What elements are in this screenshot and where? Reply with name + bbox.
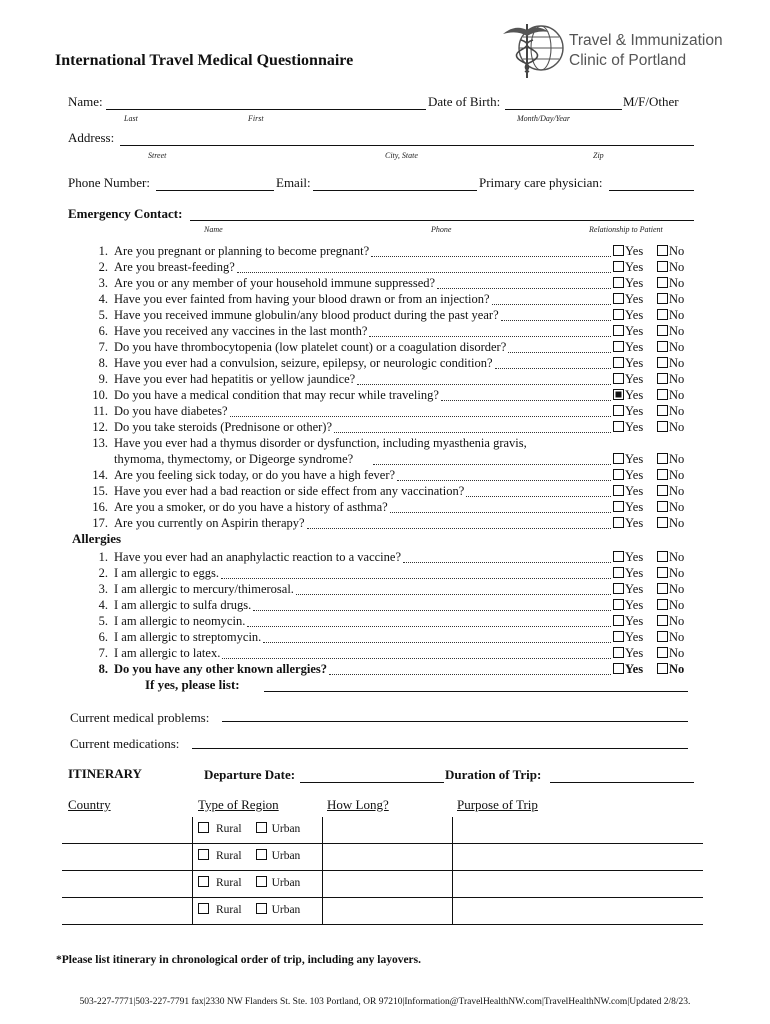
leader-dots — [390, 512, 611, 513]
question-number: 1. — [98, 550, 108, 564]
checkbox-icon — [613, 357, 624, 368]
question-number: 15. — [92, 484, 108, 498]
table-rule — [62, 897, 703, 898]
yes-checkbox[interactable]: Yes — [613, 597, 643, 613]
name-field[interactable] — [106, 109, 426, 110]
checkbox-icon — [613, 517, 624, 528]
question-text: Do you have diabetes? — [114, 404, 228, 418]
address-field[interactable] — [120, 145, 694, 146]
no-checkbox[interactable]: No — [657, 259, 684, 275]
question-row — [86, 499, 696, 515]
checkbox-icon — [613, 261, 624, 272]
medical-problems-label: Current medical problems: — [70, 710, 210, 725]
yes-checkbox[interactable]: Yes — [613, 483, 643, 499]
question-text: Have you ever had a bad reaction or side effect from any vaccination? — [114, 484, 465, 498]
no-checkbox[interactable]: No — [657, 275, 684, 291]
no-checkbox[interactable]: No — [657, 483, 684, 499]
allergy-list-field[interactable] — [264, 691, 688, 692]
question-number: 6. — [98, 324, 108, 338]
pcp-field[interactable] — [609, 190, 694, 191]
question-number: 4. — [98, 598, 108, 612]
checkbox-icon — [613, 501, 624, 512]
checkbox-icon — [613, 485, 624, 496]
col-how-long: How Long? — [327, 797, 389, 812]
email-label: Email: — [276, 175, 311, 190]
question-text-line2: thymoma, thymectomy, or Digeorge syndrome? — [114, 452, 354, 466]
question-13 — [86, 435, 696, 451]
checkbox-icon — [613, 341, 624, 352]
checkbox-icon — [198, 849, 209, 860]
yes-checkbox[interactable]: Yes — [613, 339, 643, 355]
no-checkbox[interactable]: No — [657, 515, 684, 531]
dob-format-hint: Month/Day/Year — [517, 114, 571, 123]
checkbox-icon — [613, 663, 624, 674]
checkbox-icon — [613, 389, 624, 400]
form-title: International Travel Medical Questionnaire — [55, 52, 354, 69]
no-checkbox[interactable]: No — [657, 307, 684, 323]
no-checkbox[interactable]: No — [657, 467, 684, 483]
urban-checkbox[interactable]: Urban — [256, 904, 301, 916]
checkbox-icon — [657, 615, 668, 626]
checkbox-icon — [657, 485, 668, 496]
question-text: Do you have thrombocytopenia (low platelet count) or a coagulation disorder? — [114, 340, 507, 354]
question-number: 14. — [92, 468, 108, 482]
question-number: 5. — [98, 614, 108, 628]
table-rule — [62, 924, 703, 925]
phone-label: Phone Number: — [68, 175, 150, 190]
question-number: 2. — [98, 566, 108, 580]
checkbox-icon — [613, 615, 624, 626]
no-checkbox[interactable]: No — [657, 355, 684, 371]
ec-phone-hint: Phone — [431, 225, 452, 234]
question-number: 17. — [92, 516, 108, 530]
yes-checkbox[interactable]: Yes — [613, 259, 643, 275]
question-row — [86, 355, 696, 371]
leader-dots — [253, 610, 611, 611]
yes-checkbox[interactable]: Yes — [613, 371, 643, 387]
yes-checkbox[interactable]: Yes — [613, 403, 643, 419]
no-checkbox[interactable]: No — [657, 499, 684, 515]
checkbox-icon — [256, 876, 267, 887]
leader-dots — [508, 352, 611, 353]
leader-dots — [221, 578, 611, 579]
question-text: I am allergic to neomycin. — [114, 614, 246, 628]
question-row — [86, 597, 696, 613]
table-divider — [452, 817, 453, 925]
medications-field[interactable] — [192, 748, 688, 749]
question-number: 9. — [98, 372, 108, 386]
checkbox-icon — [657, 517, 668, 528]
leader-dots — [397, 480, 611, 481]
no-checkbox[interactable]: No — [657, 629, 684, 645]
checkbox-icon — [613, 551, 624, 562]
region-type-choice — [198, 849, 300, 862]
checkbox-icon — [657, 583, 668, 594]
question-row — [86, 339, 696, 355]
yes-checkbox[interactable]: Yes — [613, 613, 643, 629]
last-name-hint: Last — [124, 114, 138, 123]
no-checkbox[interactable]: No — [657, 597, 684, 613]
question-row — [86, 419, 696, 435]
question-number: 13. — [92, 436, 108, 450]
checkbox-icon — [657, 469, 668, 480]
question-row — [86, 275, 696, 291]
question-text: Are you pregnant or planning to become pregnant? — [114, 244, 370, 258]
checkbox-icon — [613, 567, 624, 578]
itinerary-note: *Please list itinerary in chronological order of trip, including any layovers. — [56, 954, 422, 966]
no-checkbox[interactable]: No — [657, 549, 684, 565]
leader-dots — [307, 528, 611, 529]
checkbox-icon — [256, 849, 267, 860]
ec-relationship-hint: Relationship to Patient — [589, 225, 663, 234]
rural-checkbox[interactable]: Rural — [198, 850, 242, 862]
checkbox-icon — [613, 325, 624, 336]
question-text: Are you or any member of your household immune suppressed? — [114, 276, 436, 290]
leader-dots — [222, 658, 611, 659]
no-checkbox[interactable]: No — [657, 243, 684, 259]
question-row — [86, 403, 696, 419]
question-text: Are you breast-feeding? — [114, 260, 235, 274]
yes-checkbox[interactable]: Yes — [613, 629, 643, 645]
leader-dots — [237, 272, 611, 273]
question-row — [86, 467, 696, 483]
yes-checkbox[interactable]: Yes — [613, 419, 643, 435]
no-checkbox[interactable]: No — [657, 371, 684, 387]
leader-dots — [263, 642, 611, 643]
checkbox-icon — [657, 663, 668, 674]
table-rule — [62, 843, 703, 844]
leader-dots — [247, 626, 611, 627]
question-text: Have you ever had hepatitis or yellow jaundice? — [114, 372, 356, 386]
checkbox-icon — [657, 245, 668, 256]
checkbox-icon — [657, 567, 668, 578]
question-row — [86, 613, 696, 629]
no-checkbox[interactable]: No — [657, 613, 684, 629]
question-row — [86, 483, 696, 499]
question-row — [86, 323, 696, 339]
question-text: I am allergic to sulfa drugs. — [114, 598, 252, 612]
table-divider — [192, 817, 193, 925]
question-number: 3. — [98, 582, 108, 596]
question-row — [86, 549, 696, 565]
address-label: Address: — [68, 130, 115, 145]
leader-dots — [371, 256, 611, 257]
no-checkbox[interactable]: No — [657, 451, 684, 467]
sex-label[interactable]: M/F/Other — [623, 94, 679, 109]
no-checkbox[interactable]: No — [657, 291, 684, 307]
yes-checkbox[interactable]: Yes — [613, 275, 643, 291]
checkbox-icon — [613, 421, 624, 432]
question-text-line1: Have you ever had a thymus disorder or dysfunction, including myasthenia gravis, — [114, 436, 527, 450]
question-row — [86, 291, 696, 307]
urban-checkbox[interactable]: Urban — [256, 850, 301, 862]
checkbox-icon — [613, 373, 624, 384]
question-text: Have you received immune globulin/any blood product during the past year? — [114, 308, 499, 322]
question-number: 1. — [98, 244, 108, 258]
question-number: 4. — [98, 292, 108, 306]
departure-date-label: Departure Date: — [204, 767, 296, 782]
question-text: I am allergic to mercury/thimerosal. — [114, 582, 294, 596]
table-divider — [322, 817, 323, 925]
checkbox-icon — [613, 631, 624, 642]
question-number: 10. — [92, 388, 108, 402]
region-type-choice — [198, 903, 300, 916]
question-text: Are you a smoker, or do you have a history of asthma? — [114, 500, 388, 514]
email-field[interactable] — [313, 190, 477, 191]
question-text: I am allergic to eggs. — [114, 566, 219, 580]
checkbox-icon — [657, 551, 668, 562]
first-name-hint: First — [248, 114, 264, 123]
leader-dots — [495, 368, 611, 369]
no-checkbox[interactable]: No — [657, 661, 684, 677]
checkbox-icon — [613, 293, 624, 304]
question-number: 8. — [98, 356, 108, 370]
checkbox-icon — [613, 309, 624, 320]
footer-contact: 503-227-7771|503-227-7791 fax|2330 NW Flanders St. Ste. 103 Portland, OR 97210|Information@TravelHealthNW.com|TravelHealthNW.com|Updated 2/8/23. — [79, 997, 691, 1007]
leader-dots — [373, 464, 611, 465]
checkbox-icon — [613, 647, 624, 658]
yes-checkbox[interactable]: Yes — [613, 291, 643, 307]
col-purpose: Purpose of Trip — [457, 797, 538, 812]
question-text: Do you take steroids (Prednisone or other)? — [114, 420, 332, 434]
medical-problems-field[interactable] — [222, 721, 688, 722]
question-number: 5. — [98, 308, 108, 322]
question-row — [86, 243, 696, 259]
leader-dots — [357, 384, 611, 385]
leader-dots — [296, 594, 611, 595]
clinic-name-line1: Travel & Immunization — [569, 32, 723, 49]
question-number: 6. — [98, 630, 108, 644]
yes-checkbox[interactable]: Yes — [613, 451, 643, 467]
checkbox-icon — [198, 876, 209, 887]
question-row — [86, 581, 696, 597]
leader-dots — [492, 304, 611, 305]
yes-checkbox[interactable]: Yes — [613, 581, 643, 597]
leader-dots — [329, 674, 611, 675]
col-region-type: Type of Region — [198, 797, 279, 812]
no-checkbox[interactable]: No — [657, 387, 684, 403]
col-country: Country — [68, 797, 111, 812]
leader-dots — [230, 416, 611, 417]
trip-duration-label: Duration of Trip: — [445, 767, 542, 782]
question-text: Are you currently on Aspirin therapy? — [114, 516, 305, 530]
region-type-choice — [198, 822, 300, 835]
question-row — [86, 371, 696, 387]
checkbox-icon — [657, 405, 668, 416]
zip-hint: Zip — [593, 151, 604, 160]
leader-dots — [334, 432, 611, 433]
question-number: 8. — [98, 662, 108, 676]
question-row — [86, 565, 696, 581]
question-number: 7. — [98, 340, 108, 354]
yes-checkbox[interactable]: Yes — [613, 323, 643, 339]
yes-checkbox[interactable]: Yes — [613, 565, 643, 581]
leader-dots — [369, 336, 611, 337]
checkbox-icon — [613, 453, 624, 464]
checkbox-icon — [657, 357, 668, 368]
no-checkbox[interactable]: No — [657, 403, 684, 419]
name-label: Name: — [68, 94, 103, 109]
question-text: I am allergic to latex. — [114, 646, 221, 660]
checkbox-icon — [613, 583, 624, 594]
emergency-contact-field[interactable] — [190, 220, 694, 221]
allergy-list-label: If yes, please list: — [145, 677, 240, 692]
yes-checkbox[interactable]: Yes — [613, 387, 643, 403]
question-text: Have you received any vaccines in the last month? — [114, 324, 368, 338]
yes-checkbox[interactable]: Yes — [613, 661, 643, 677]
checkbox-icon — [613, 405, 624, 416]
no-checkbox[interactable]: No — [657, 581, 684, 597]
dob-label: Date of Birth: — [428, 94, 501, 109]
yes-checkbox[interactable]: Yes — [613, 549, 643, 565]
question-row — [86, 661, 696, 677]
question-row — [86, 515, 696, 531]
question-text: Do you have a medical condition that may recur while traveling? — [114, 388, 439, 402]
checkbox-icon — [657, 309, 668, 320]
yes-checkbox[interactable]: Yes — [613, 515, 643, 531]
checkbox-icon — [657, 453, 668, 464]
checkbox-icon — [657, 277, 668, 288]
question-text: Have you ever fainted from having your blood drawn or from an injection? — [114, 292, 490, 306]
leader-dots — [437, 288, 611, 289]
question-text: Have you ever had an anaphylactic reaction to a vaccine? — [114, 550, 401, 564]
checkbox-icon — [198, 903, 209, 914]
medications-label: Current medications: — [70, 736, 180, 751]
no-checkbox[interactable]: No — [657, 645, 684, 661]
checkbox-icon — [657, 389, 668, 400]
no-checkbox[interactable]: No — [657, 323, 684, 339]
departure-date-field[interactable] — [300, 782, 444, 783]
ec-name-hint: Name — [204, 225, 223, 234]
question-number: 11. — [92, 404, 108, 418]
checkbox-icon — [657, 421, 668, 432]
phone-field[interactable] — [156, 190, 274, 191]
question-row — [86, 629, 696, 645]
question-text: Have you ever had a convulsion, seizure, epilepsy, or neurologic condition? — [114, 356, 493, 370]
question-text: Do you have any other known allergies? — [114, 662, 327, 676]
dob-field[interactable] — [505, 109, 622, 110]
question-number: 2. — [98, 260, 108, 274]
question-row — [86, 645, 696, 661]
urban-checkbox[interactable]: Urban — [256, 823, 301, 835]
checkbox-icon — [613, 277, 624, 288]
checkbox-icon — [198, 822, 209, 833]
yes-checkbox[interactable]: Yes — [613, 355, 643, 371]
leader-dots — [403, 562, 611, 563]
rural-checkbox[interactable]: Rural — [198, 877, 242, 889]
question-row — [86, 259, 696, 275]
emergency-contact-label: Emergency Contact: — [68, 206, 183, 221]
urban-checkbox[interactable]: Urban — [256, 877, 301, 889]
question-text: I am allergic to streptomycin. — [114, 630, 262, 644]
leader-dots — [501, 320, 611, 321]
yes-checkbox[interactable]: Yes — [613, 307, 643, 323]
no-checkbox[interactable]: No — [657, 565, 684, 581]
checkbox-icon — [256, 822, 267, 833]
checkbox-icon — [613, 599, 624, 610]
rural-checkbox[interactable]: Rural — [198, 904, 242, 916]
clinic-name-line2: Clinic of Portland — [569, 52, 687, 69]
checkbox-icon — [657, 631, 668, 642]
no-checkbox[interactable]: No — [657, 339, 684, 355]
question-number: 3. — [98, 276, 108, 290]
trip-duration-field[interactable] — [550, 782, 694, 783]
city-state-hint: City, State — [385, 151, 418, 160]
clinic-logo — [497, 18, 737, 80]
table-rule — [62, 870, 703, 871]
allergies-heading: Allergies — [72, 531, 122, 546]
checkbox-icon — [657, 325, 668, 336]
question-number: 16. — [92, 500, 108, 514]
no-checkbox[interactable]: No — [657, 419, 684, 435]
question-number: 12. — [92, 420, 108, 434]
rural-checkbox[interactable]: Rural — [198, 823, 242, 835]
checkbox-icon — [657, 373, 668, 384]
question-row — [86, 307, 696, 323]
checkbox-icon — [613, 245, 624, 256]
question-number: 7. — [98, 646, 108, 660]
checkbox-icon — [657, 341, 668, 352]
question-text: Are you feeling sick today, or do you have a high fever? — [114, 468, 396, 482]
leader-dots — [466, 496, 611, 497]
checkbox-icon — [613, 469, 624, 480]
checkbox-icon — [657, 501, 668, 512]
caduceus-globe-icon — [497, 18, 567, 80]
pcp-label: Primary care physician: — [479, 175, 603, 190]
checkbox-icon — [256, 903, 267, 914]
itinerary-heading: ITINERARY — [68, 766, 142, 781]
region-type-choice — [198, 876, 300, 889]
checkbox-icon — [657, 293, 668, 304]
question-13-line2 — [86, 451, 696, 467]
yes-checkbox[interactable]: Yes — [613, 243, 643, 259]
yes-checkbox[interactable]: Yes — [613, 467, 643, 483]
checkbox-icon — [657, 647, 668, 658]
yes-checkbox[interactable]: Yes — [613, 499, 643, 515]
question-row — [86, 387, 696, 403]
checkbox-icon — [657, 599, 668, 610]
yes-checkbox[interactable]: Yes — [613, 645, 643, 661]
checkbox-icon — [657, 261, 668, 272]
street-hint: Street — [148, 151, 167, 160]
leader-dots — [441, 400, 611, 401]
